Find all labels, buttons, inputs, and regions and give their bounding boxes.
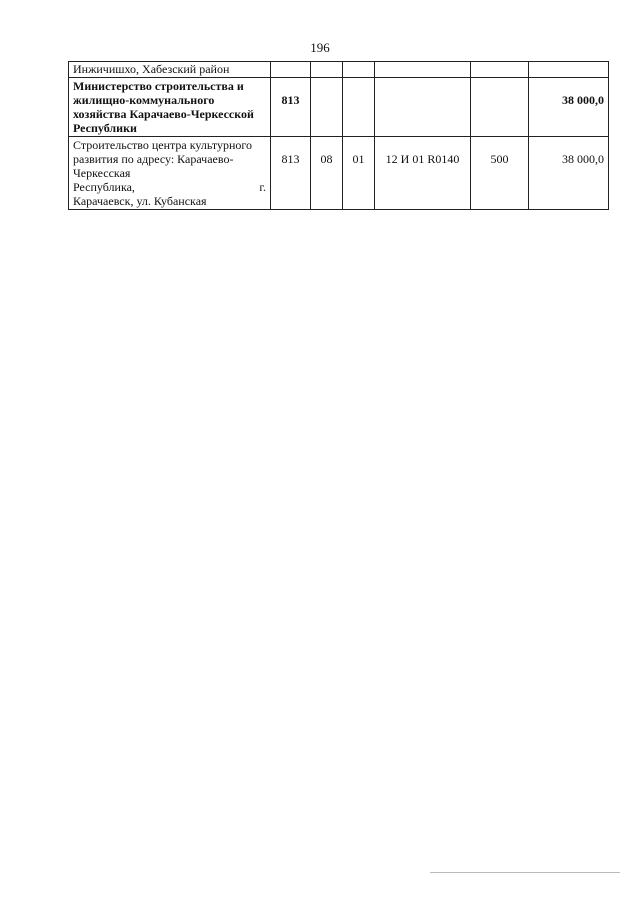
- budget-table: [68, 61, 609, 210]
- section-code: [311, 78, 343, 137]
- target-code: [375, 78, 471, 137]
- amount: [529, 62, 609, 78]
- row-name: [69, 137, 271, 210]
- amount: 38 000,0: [529, 137, 609, 210]
- table-row: [69, 137, 609, 210]
- row-name-part: г.: [259, 180, 266, 194]
- section-code: 08: [311, 137, 343, 210]
- subsection-code: 01: [343, 137, 375, 210]
- target-code: 12 И 01 R0140: [375, 137, 471, 210]
- subsection-code: [343, 62, 375, 78]
- row-name-part: Республика,: [73, 180, 135, 194]
- row-name: Инжичишхо, Хабезский район: [69, 62, 271, 78]
- expense-type-code: [471, 62, 529, 78]
- section-code: [311, 62, 343, 78]
- row-name-line: [73, 180, 266, 194]
- amount: 38 000,0: [529, 78, 609, 137]
- table-row: [69, 62, 609, 78]
- admin-code: 813: [271, 137, 311, 210]
- table-row: [69, 78, 609, 137]
- page-number: 196: [310, 40, 330, 55]
- expense-type-code: [471, 78, 529, 137]
- row-name-line: Строительство центра культурного развития по адресу: Карачаево-Черкесская: [73, 138, 252, 180]
- row-name-line: Карачаевск, ул. Кубанская: [73, 194, 207, 208]
- expense-type-code: 500: [471, 137, 529, 210]
- target-code: [375, 62, 471, 78]
- subsection-code: [343, 78, 375, 137]
- admin-code: 813: [271, 78, 311, 137]
- scan-artifact-line: [430, 872, 620, 873]
- admin-code: [271, 62, 311, 78]
- row-name: Министерство строительства и жилищно-коммунального хозяйства Карачаево-Черкесской Республики: [69, 78, 271, 137]
